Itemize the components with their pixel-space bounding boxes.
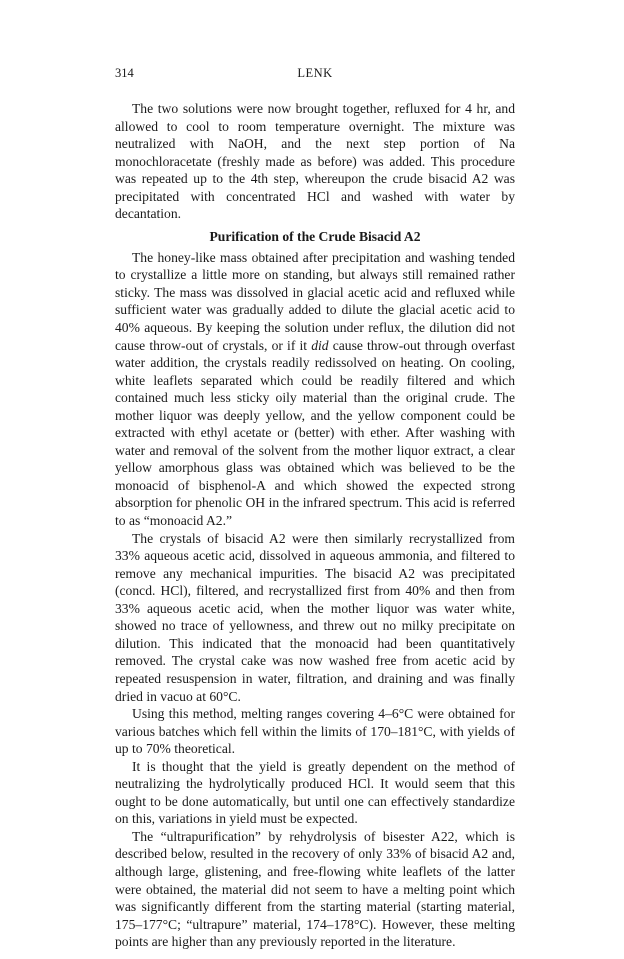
paragraph-honey-like-mass bbox=[115, 249, 515, 530]
section-heading: Purification of the Crude Bisacid A2 bbox=[209, 228, 421, 244]
paragraph-yield-dependence: It is thought that the yield is greatly dependent on the method of neutralizing the hydrolytically produced HCl. It would seem that this ought to be done automatically, but until one can effectively standardize on this, variations in yield must be expected. bbox=[115, 758, 515, 827]
italic-emphasis: did bbox=[311, 337, 329, 353]
paragraph-melting-ranges: Using this method, melting ranges covering 4–6°C were obtained for various batches which fell within the limits of 170–181°C, with yields of up to 70% theoretical. bbox=[115, 706, 515, 757]
running-title: LENK bbox=[297, 66, 333, 80]
page-number: 314 bbox=[115, 66, 134, 80]
running-head bbox=[115, 66, 515, 84]
paragraph-ultrapurification: The “ultrapurification” by rehydrolysis of bisester A22, which is described below, resulted in the recovery of only 33% of bisacid A2 and, although large, glistening, and free-flowing white leaflets of the latter were obtained, the material did not seem to have a melting point which was significantly different from the starting material (starting material, 175–177°C; “ultrapure” material, 174–178°C). However, these melting points are higher than any previously reported in the literature. bbox=[115, 828, 515, 950]
body-text bbox=[115, 100, 515, 951]
paragraph-text: The honey-like mass obtained after precipitation and washing tended to crystallize a little more on standing, but always still remained rather sticky. The mass was dissolved in glacial acetic acid and refluxed while sufficient water was gradually added to dilute the glacial acetic acid to 40% aqueous. By keeping the solution under reflux, the dilution did not cause throw-out of crystals, or if it bbox=[115, 249, 515, 353]
paragraph-solutions-combined: The two solutions were now brought together, refluxed for 4 hr, and allowed to cool to room temperature overnight. The mixture was neutralized with NaOH, and the next step portion of Na monochloracetate (freshly made as before) was added. This procedure was repeated up to the 4th step, whereupon the crude bisacid A2 was precipitated with concentrated HCl and washed with water by decantation. bbox=[115, 101, 515, 222]
paragraph-text: cause throw-out through overfast water addition, the crystals readily redissolved on heating. On cooling, white leaflets separated which could be readily filtered and which contained much less sticky oily material than the original crude. The mother liquor was deeply yellow, and the yellow component could be extracted with ethyl acetate or (better) with ether. After washing with water and removal of the solvent from the mother liquor extract, a clear yellow amorphous glass was obtained which was believed to be the monoacid of bisphenol-A and which showed the expected strong absorption for phenolic OH in the infrared spectrum. This acid is referred to as “monoacid A2.” bbox=[115, 337, 515, 529]
paragraph-recrystallization: The crystals of bisacid A2 were then similarly recrystallized from 33% aqueous acetic acid, dissolved in aqueous ammonia, and filtered to remove any mechanical impurities. The bisacid A2 was precipitated (concd. HCl), filtered, and recrystallized first from 40% and then from 33% aqueous acetic acid, when the mother liquor was water white, showed no trace of yellowness, and threw out no milky precipitate on dilution. This indicated that the monoacid had been quantitatively removed. The crystal cake was now washed free from acetic acid by repeated resuspension in water, filtration, and draining and was finally dried in vacuo at 60°C. bbox=[115, 530, 515, 704]
